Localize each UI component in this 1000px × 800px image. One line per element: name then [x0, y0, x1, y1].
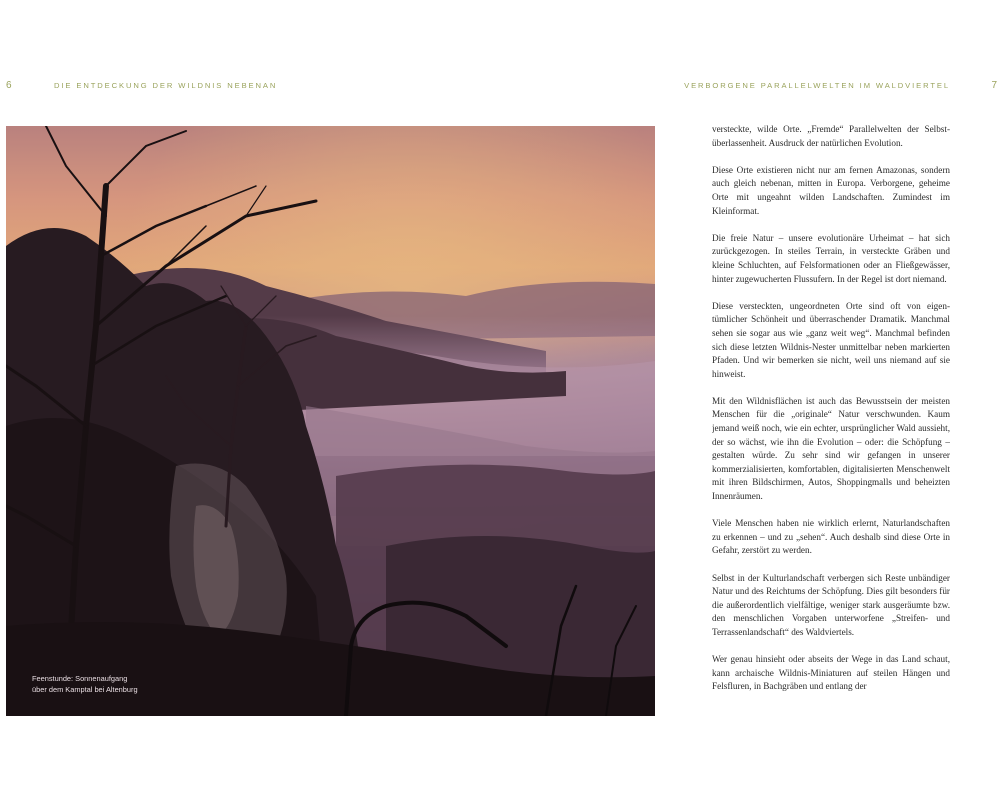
landscape-photo — [6, 126, 655, 716]
body-text-column — [712, 123, 950, 720]
body-paragraph: Viele Menschen haben nie wirklich erlernt, Naturlandschaften zu erkennen – und zu „sehen“. Auch deshalb sind diese Orte in Gefahr, zerstört zu werden. — [712, 518, 950, 556]
body-paragraph: versteckte, wilde Orte. „Fremde“ Parallelwelten der Selbstüberlassenheit. Ausdruck der natürlichen Evolution. — [712, 124, 950, 148]
caption-line-2: über dem Kamptal bei Altenburg — [32, 685, 138, 694]
right-running-header: VERBORGENE PARALLELWELTEN IM WALDVIERTEL — [684, 81, 950, 90]
left-page-number: 6 — [6, 80, 13, 91]
right-page-number: 7 — [991, 80, 998, 91]
body-paragraph: Wer genau hinsieht oder abseits der Wege in das Land schaut, kann archaische Wildnis-Miniaturen auf steilen Hängen und Felsfluren, in Bachgräben und entlang der — [712, 654, 950, 692]
body-paragraph: Die freie Natur – unsere evolutionäre Urheimat – hat sich zurückgezogen. In steiles Terrain, in versteckte Gräben und kleine Schluchten, auf Felsformationen oder an Fließgewässer, hinter zugewucherten Flussufern. In der Regel ist dort niemand. — [712, 232, 950, 284]
body-paragraph: Selbst in der Kulturlandschaft verbergen sich Reste unbändiger Natur und des Reichtums der Schöpfung. Dies gilt besonders für die außerordentlich vielfältige, weniger stark ausgeräumte bzw. den menschlichen Vorgaben unterworfene „Streifen- und Terrassenlandschaft“ des Waldviertels. — [712, 572, 950, 637]
left-running-header: DIE ENTDECKUNG DER WILDNIS NEBENAN — [54, 81, 278, 90]
photo-caption — [32, 673, 232, 695]
body-paragraph: Diese Orte existieren nicht nur am fernen Amazonas, sondern auch gleich nebenan, mitten in Europa. Verborgene, geheime Orte mit ungeahnt wilden Landschaften. Zumindest im Kleinformat. — [712, 164, 950, 216]
body-paragraph: Diese versteckten, ungeordneten Orte sind oft von eigentümlicher Schönheit und überraschender Dramatik. Manchmal sehen sie sogar aus wie „ganz weit weg“. Manchmal befinden sich diese letzten Wildnis-Nester unmittelbar neben markierten Pfaden. Und wir bemerken sie nicht, weil uns niemand auf sie hinweist. — [712, 300, 950, 379]
caption-line-1: Feenstunde: Sonnenaufgang — [32, 674, 128, 683]
body-paragraph: Mit den Wildnisflächen ist auch das Bewusstsein der meisten Menschen für die „originale“ Natur verschwunden. Kaum jemand weiß noch, wie ein echter, ursprünglicher Wald aussieht, der so wächst, wie ihn die Evolution – oder: die Schöpfung – gestalten würde. Zu sehr sind wir gefangen in unserer kommerzialisierten, komfortablen, digitalisierten Menschenwelt mit ihren Bildschirmen, Autos, Shoppingmalls und beheizten Innenräumen. — [712, 395, 950, 502]
